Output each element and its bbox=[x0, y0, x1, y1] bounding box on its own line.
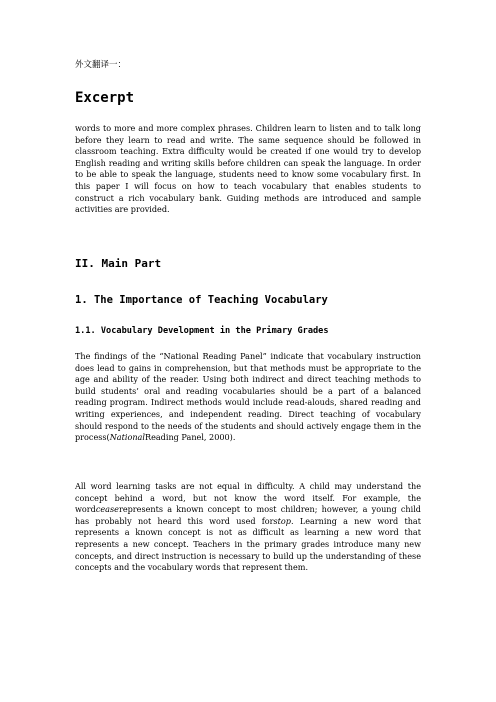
body-paragraph-2 bbox=[75, 481, 421, 574]
paragraph-2-part-3: . Learning a new word that represents a known concept is not as difficult as learning a new word that represents a new concept. Teachers in the primary grades introduce many new concepts, and direct instruction is necessary to build up the understanding of these concepts and the vocabulary words that represent them. bbox=[75, 515, 421, 573]
translation-label: 外文翻译一： bbox=[75, 60, 127, 70]
excerpt-heading: Excerpt bbox=[75, 90, 135, 106]
example-word-stop: stop bbox=[273, 515, 291, 526]
excerpt-paragraph: words to more and more complex phrases. Children learn to listen and to talk long before they learn to read and write. The same sequence should be followed in classroom teaching. Extra difficulty would be created if one would try to develop English reading and writing skills before children can speak the language. In order to be able to speak the language, students need to know some vocabulary first. In this paper I will focus on how to teach vocabulary that enables students to construct a rich vocabulary bank. Guiding methods are introduced and sample activities are provided. bbox=[75, 123, 421, 215]
body-paragraph-1 bbox=[75, 351, 421, 444]
main-part-heading: II. Main Part bbox=[75, 257, 162, 270]
paragraph-1-text-end: Reading Panel, 2000). bbox=[144, 432, 236, 443]
paragraph-2-part-2: represents a known concept to most children; however, a young child has probably not heard this word used for bbox=[75, 504, 421, 526]
paragraph-2-part-1: All word learning tasks are not equal in difficulty. A child may understand the concept behind a word, but not know the word itself. For example, the word bbox=[75, 481, 421, 515]
example-word-cease: cease bbox=[95, 504, 119, 515]
citation-italic: National bbox=[109, 432, 145, 443]
paragraph-1-text: The findings of the “National Reading Panel” indicate that vocabulary instruction does lead to gains in comprehension, but that methods must be appropriate to the age and ability of the reader. Using both indirect and direct teaching methods to build students’ oral and reading vocabularies should be a part of a balanced reading program. Indirect methods would include read-alouds, shared reading and writing experiences, and independent reading. Direct teaching of vocabulary should respond to the needs of the students and should actively engage them in the process( bbox=[75, 351, 421, 443]
section-heading: 1. The Importance of Teaching Vocabulary bbox=[75, 294, 328, 306]
subsection-heading: 1.1. Vocabulary Development in the Primary Grades bbox=[75, 326, 329, 336]
